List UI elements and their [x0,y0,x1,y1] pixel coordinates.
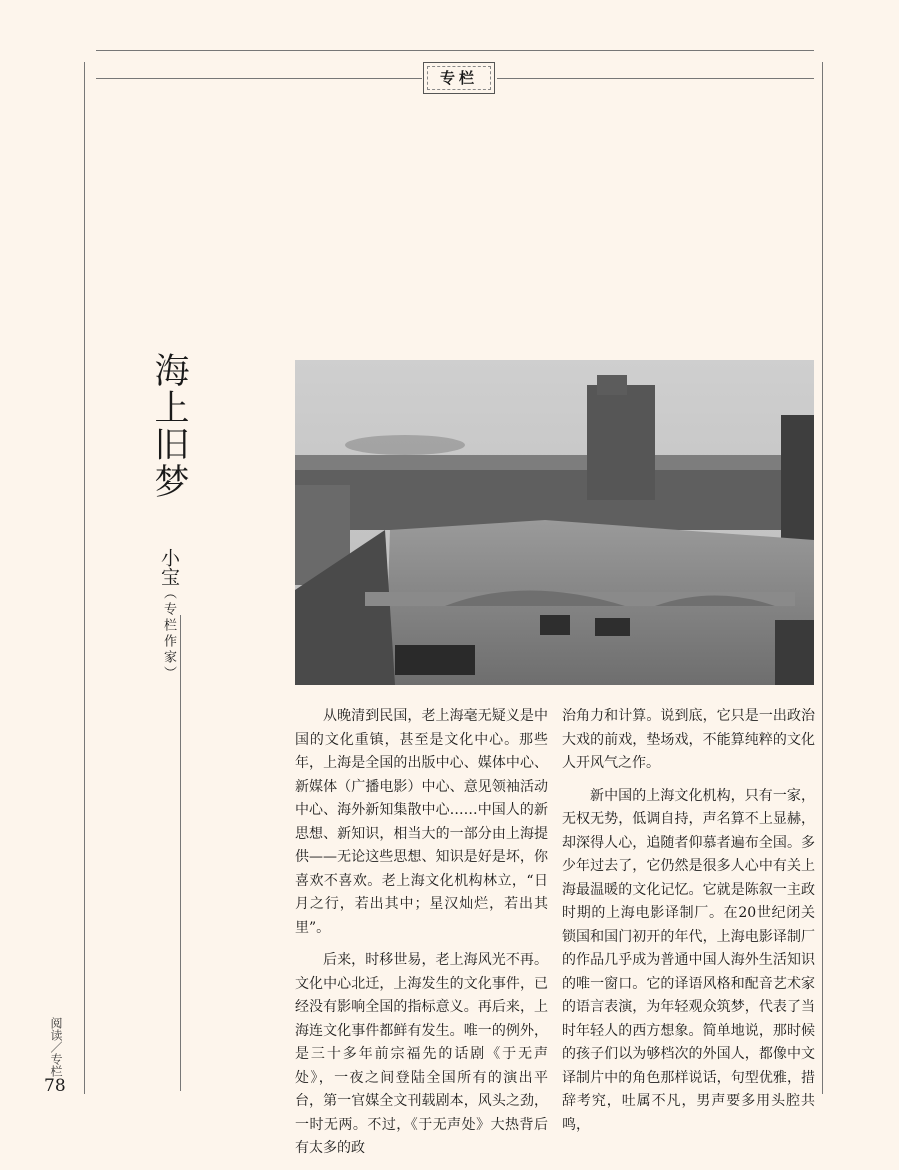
article-title: 海上旧梦 [149,352,189,500]
top-rule [96,50,814,51]
header-rule-left [96,78,422,79]
paragraph: 后来，时移世易，老上海风光不再。文化中心北迁，上海发生的文化事件，已经没有影响全国的指标意义。再后来，上海连文化事件都鲜有发生。唯一的例外，是三十多年前宗福先的话剧《于无声处》，一夜之间登陆全国所有的演出平台，第一官媒全文刊载剧本，风头之劲，一时无两。不过，《于无声处》大热背后有太多的政 [295,952,548,1156]
body-column-left [295,705,548,1170]
body-column-right [562,705,815,1146]
right-margin-rule [822,62,823,1094]
header-rule-right [497,78,814,79]
paragraph: 新中国的上海文化机构，只有一家，无权无势，低调自持，声名算不上显赫，却深得人心，追随者仰慕者遍布全国。多少年过去了，它仍然是很多人心中有关上海最温暖的文化记忆。它就是陈叙一主政时期的上海电影译制厂。在20世纪闭关锁国和国门初开的年代，上海电影译制厂的作品几乎成为普通中国人海外生活知识的唯一窗口。它的译语风格和配音艺术家的语言表演，为年轻观众筑梦，代表了当时年轻人的西方想象。简单地说，那时候的孩子们以为够档次的外国人，都像中文译制片中的角色那样说话，句型优雅，措辞考究，吐属不凡，男声要多用头腔共鸣， [562,787,815,1133]
author-divider-rule [180,615,181,1091]
column-tag [423,62,495,94]
paragraph-continuation: 治角力和计算。说到底，它只是一出政治大戏的前戏，垫场戏，不能算纯粹的文化人开风气之作。 [562,708,815,771]
running-head: 阅读／专栏 [49,1017,63,1077]
author-name: 小宝 [158,548,180,586]
shanghai-historic-photo-icon [295,360,814,685]
left-margin-rule [84,62,85,1094]
page-number: 78 [44,1076,66,1096]
column-tag-label: 专栏 [439,69,478,87]
paragraph: 从晚清到民国，老上海毫无疑义是中国的文化重镇，甚至是文化中心。那些年，上海是全国的出版中心、媒体中心、新媒体（广播电影）中心、意见领袖活动中心、海外新知集散中心……中国人的新思想、新知识，相当大的一部分由上海提供——无论这些思想、知识是好是坏，你喜欢不喜欢。老上海文化机构林立，“日月之行，若出其中；星汉灿烂，若出其里”。 [295,708,548,936]
author-role: （专栏作家） [161,586,176,682]
